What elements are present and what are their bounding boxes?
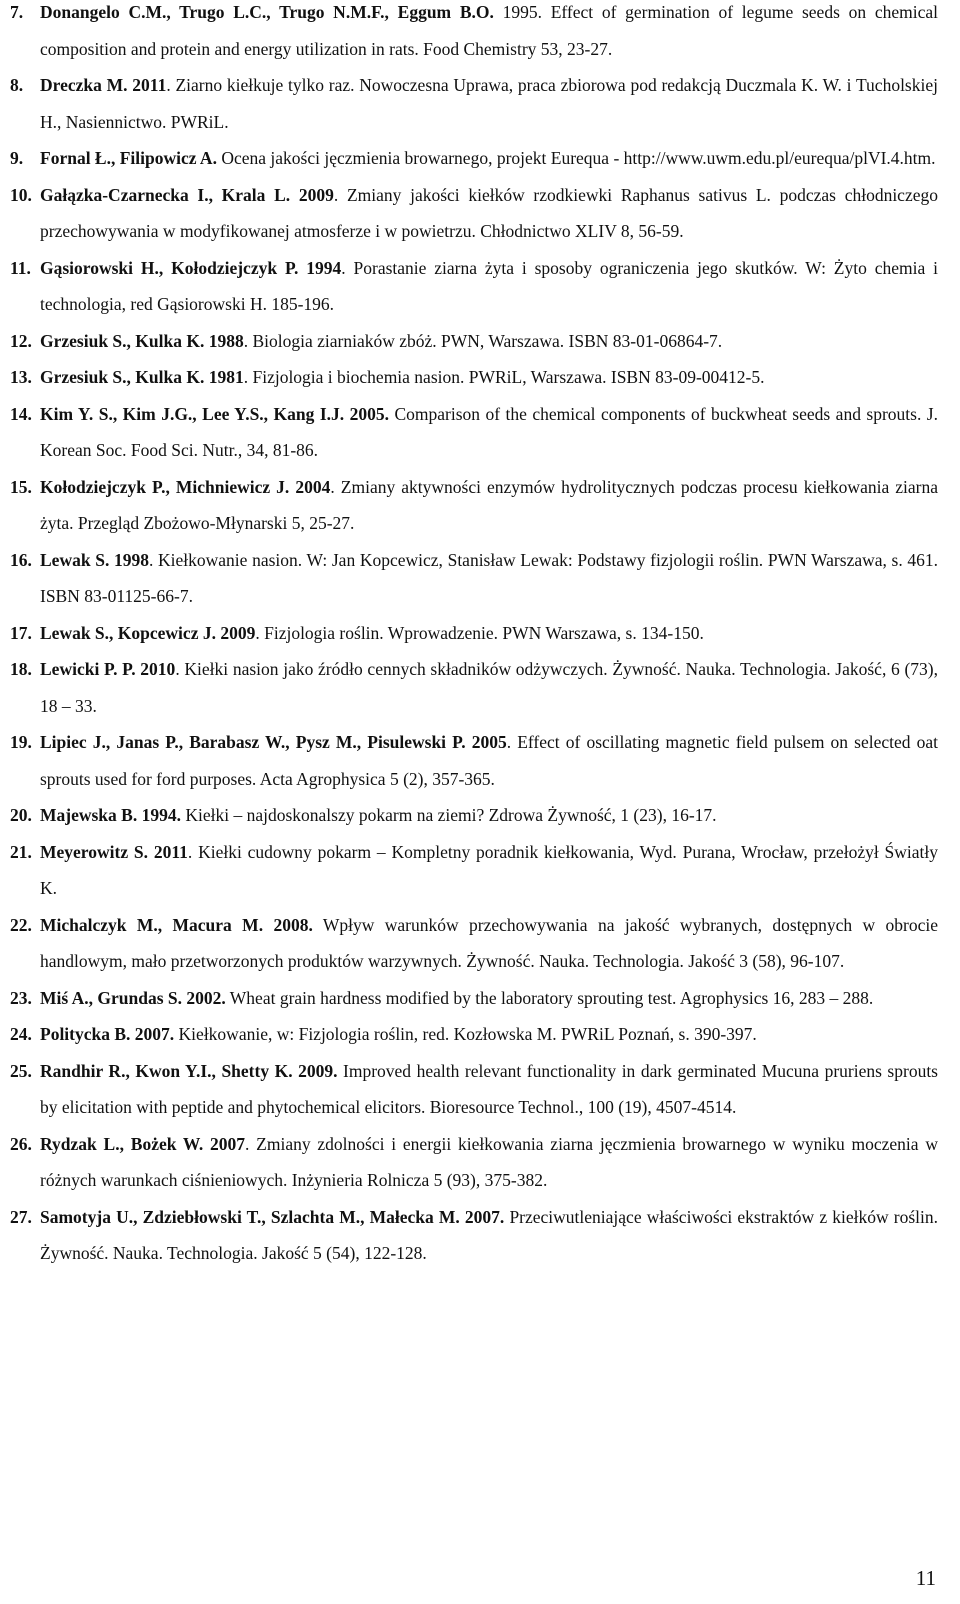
reference-text (40, 250, 938, 323)
reference-list (10, 0, 938, 1272)
reference-details: Ocena jakości jęczmienia browarnego, projekt Eurequa - http://www.uwm.edu.pl/eurequa/plVI.4.htm. (216, 148, 936, 168)
reference-item (10, 396, 938, 469)
reference-item (10, 1199, 938, 1272)
reference-number: 23. (10, 987, 32, 1008)
reference-number: 25. (10, 1060, 32, 1081)
reference-number: 12. (10, 330, 32, 351)
reference-text (40, 724, 938, 797)
reference-text (40, 67, 938, 140)
reference-authors: Lewak S. 1998 (40, 549, 149, 570)
reference-item (10, 980, 938, 1017)
reference-item (10, 250, 938, 323)
reference-details: . Kiełki nasion jako źródło cennych składników odżywczych. Żywność. Nauka. Technologia. Jakość, 6 (73), 18 – 33. (40, 659, 938, 716)
reference-number: 8. (10, 75, 24, 95)
reference-details: . Fizjologia i biochemia nasion. PWRiL, Warszawa. ISBN 83-09-00412-5. (243, 367, 765, 387)
reference-details: . Zmiany jakości kiełków rzodkiewki Raphanus sativus L. podczas chłodniczego przechowywania w modyfikowanej atmosferze i w powietrzu. Chłodnictwo XLIV 8, 56-59. (40, 184, 938, 241)
reference-number: 13. (10, 367, 32, 387)
reference-details: Wpływ warunków przechowywania na jakość wybranych, dostępnych w obrocie handlowym, mało przetworzonych produktów warzywnych. Żywność. Nauka. Technologia. Jakość 3 (58), 96-107. (40, 914, 938, 971)
reference-details: . Zmiany aktywności enzymów hydrolitycznych podczas procesu kiełkowania ziarna żyta. Przegląd Zbożowo-Młynarski 5, 25-27. (40, 476, 938, 533)
reference-text (40, 980, 938, 1017)
reference-details: Comparison of the chemical components of buckwheat seeds and sprouts. J. Korean Soc. Food Sci. Nutr., 34, 81-86. (40, 403, 938, 460)
reference-authors: Gąsiorowski H., Kołodziejczyk P. 1994 (40, 257, 342, 278)
reference-text (40, 359, 938, 396)
reference-details: Improved health relevant functionality in dark germinated Mucuna pruriens sprouts by elicitation with peptide and phytochemical elicitors. Bioresource Technol., 100 (19), 4507-4514. (40, 1060, 938, 1117)
reference-text (40, 651, 938, 724)
reference-details: . Biologia ziarniaków zbóż. PWN, Warszawa. ISBN 83-01-06864-7. (243, 330, 723, 351)
page-number: 11 (915, 1566, 936, 1590)
reference-authors: Meyerowitz S. 2011 (40, 841, 188, 862)
reference-text (40, 615, 938, 652)
reference-item (10, 1126, 938, 1199)
reference-authors: Gałązka-Czarnecka I., Krala L. 2009 (40, 184, 334, 205)
reference-item (10, 1053, 938, 1126)
reference-authors: Lewicki P. P. 2010 (40, 659, 176, 679)
reference-item (10, 615, 938, 652)
reference-text (40, 907, 938, 980)
reference-item (10, 177, 938, 250)
reference-number: 17. (10, 622, 32, 643)
reference-text (40, 177, 938, 250)
reference-number: 7. (10, 2, 24, 22)
reference-item (10, 67, 938, 140)
reference-authors: Randhir R., Kwon Y.I., Shetty K. 2009. (40, 1060, 338, 1081)
reference-authors: Kim Y. S., Kim J.G., Lee Y.S., Kang I.J. 2005. (40, 403, 389, 424)
reference-details: Kiełki – najdoskonalszy pokarm na ziemi? Zdrowa Żywność, 1 (23), 16-17. (180, 805, 717, 825)
reference-number: 19. (10, 732, 32, 752)
reference-number: 20. (10, 805, 32, 825)
reference-text (40, 396, 938, 469)
reference-item (10, 797, 938, 834)
reference-authors: Fornal Ł., Filipowicz A. (40, 148, 217, 168)
reference-number: 15. (10, 476, 32, 497)
reference-authors: Grzesiuk S., Kulka K. 1981 (40, 367, 244, 387)
reference-text (40, 797, 938, 834)
reference-authors: Rydzak L., Bożek W. 2007 (40, 1133, 245, 1154)
reference-text (40, 542, 938, 615)
reference-authors: Michalczyk M., Macura M. 2008. (40, 914, 313, 935)
reference-number: 26. (10, 1133, 32, 1154)
reference-authors: Lipiec J., Janas P., Barabasz W., Pysz M., Pisulewski P. 2005 (40, 732, 507, 752)
reference-authors: Dreczka M. 2011 (40, 75, 167, 95)
reference-details: . Zmiany zdolności i energii kiełkowania ziarna jęczmienia browarnego w wyniku moczenia w różnych warunkach ciśnieniowych. Inżynieria Rolnicza 5 (93), 375-382. (40, 1133, 938, 1190)
reference-number: 24. (10, 1024, 32, 1044)
reference-text (40, 834, 938, 907)
reference-number: 9. (10, 148, 24, 168)
reference-authors: Lewak S., Kopcewicz J. 2009 (40, 622, 256, 643)
reference-text (40, 469, 938, 542)
reference-text (40, 140, 938, 177)
reference-authors: Kołodziejczyk P., Michniewicz J. 2004 (40, 476, 331, 497)
reference-details: 1995. Effect of germination of legume seeds on chemical composition and protein and energy utilization in rats. Food Chemistry 53, 23-27. (40, 2, 938, 59)
reference-item (10, 834, 938, 907)
reference-item (10, 542, 938, 615)
reference-text (40, 1126, 938, 1199)
reference-item (10, 323, 938, 360)
reference-authors: Donangelo C.M., Trugo L.C., Trugo N.M.F., Eggum B.O. (40, 2, 494, 22)
reference-details: . Kiełkowanie nasion. W: Jan Kopcewicz, Stanisław Lewak: Podstawy fizjologii roślin. PWN Warszawa, s. 461. ISBN 83-01125-66-7. (40, 549, 939, 606)
reference-details: Wheat grain hardness modified by the laboratory sprouting test. Agrophysics 16, 283 – 288. (225, 987, 874, 1008)
reference-item (10, 907, 938, 980)
reference-authors: Grzesiuk S., Kulka K. 1988 (40, 330, 244, 351)
reference-item (10, 140, 938, 177)
reference-item (10, 359, 938, 396)
reference-details: Kiełkowanie, w: Fizjologia roślin, red. Kozłowska M. PWRiL Poznań, s. 390-397. (174, 1024, 757, 1044)
reference-number: 18. (10, 659, 32, 679)
reference-item (10, 0, 938, 67)
reference-number: 27. (10, 1206, 32, 1227)
reference-authors: Majewska B. 1994. (40, 805, 181, 825)
reference-details: . Ziarno kiełkuje tylko raz. Nowoczesna Uprawa, praca zbiorowa pod redakcją Duczmala K. W. i Tucholskiej H., Nasiennictwo. PWRiL. (40, 75, 938, 132)
reference-authors: Politycka B. 2007. (40, 1024, 175, 1044)
reference-details: . Effect of oscillating magnetic field pulsem on selected oat sprouts used for ford purposes. Acta Agrophysica 5 (2), 357-365. (40, 732, 938, 789)
reference-text (40, 323, 938, 360)
reference-number: 21. (10, 841, 32, 862)
reference-number: 22. (10, 914, 32, 935)
reference-text (40, 1199, 938, 1272)
reference-number: 11. (10, 257, 31, 278)
reference-details: . Fizjologia roślin. Wprowadzenie. PWN Warszawa, s. 134-150. (255, 622, 704, 643)
reference-number: 14. (10, 403, 32, 424)
reference-text (40, 1016, 938, 1053)
reference-item (10, 724, 938, 797)
reference-authors: Samotyja U., Zdziebłowski T., Szlachta M., Małecka M. 2007. (40, 1206, 505, 1227)
reference-item (10, 651, 938, 724)
reference-text (40, 0, 938, 67)
reference-details: . Porastanie ziarna żyta i sposoby ograniczenia jego skutków. W: Żyto chemia i technologia, red Gąsiorowski H. 185-196. (40, 257, 938, 314)
reference-item (10, 1016, 938, 1053)
reference-number: 10. (10, 184, 32, 205)
reference-text (40, 1053, 938, 1126)
reference-item (10, 469, 938, 542)
reference-authors: Miś A., Grundas S. 2002. (40, 987, 226, 1008)
reference-details: . Kiełki cudowny pokarm – Kompletny poradnik kiełkowania, Wyd. Purana, Wrocław, przełożył Światły K. (40, 841, 938, 898)
reference-number: 16. (10, 549, 32, 570)
reference-details: Przeciwutleniające właściwości ekstraktów z kiełków roślin. Żywność. Nauka. Technologia. Jakość 5 (54), 122-128. (40, 1206, 938, 1263)
